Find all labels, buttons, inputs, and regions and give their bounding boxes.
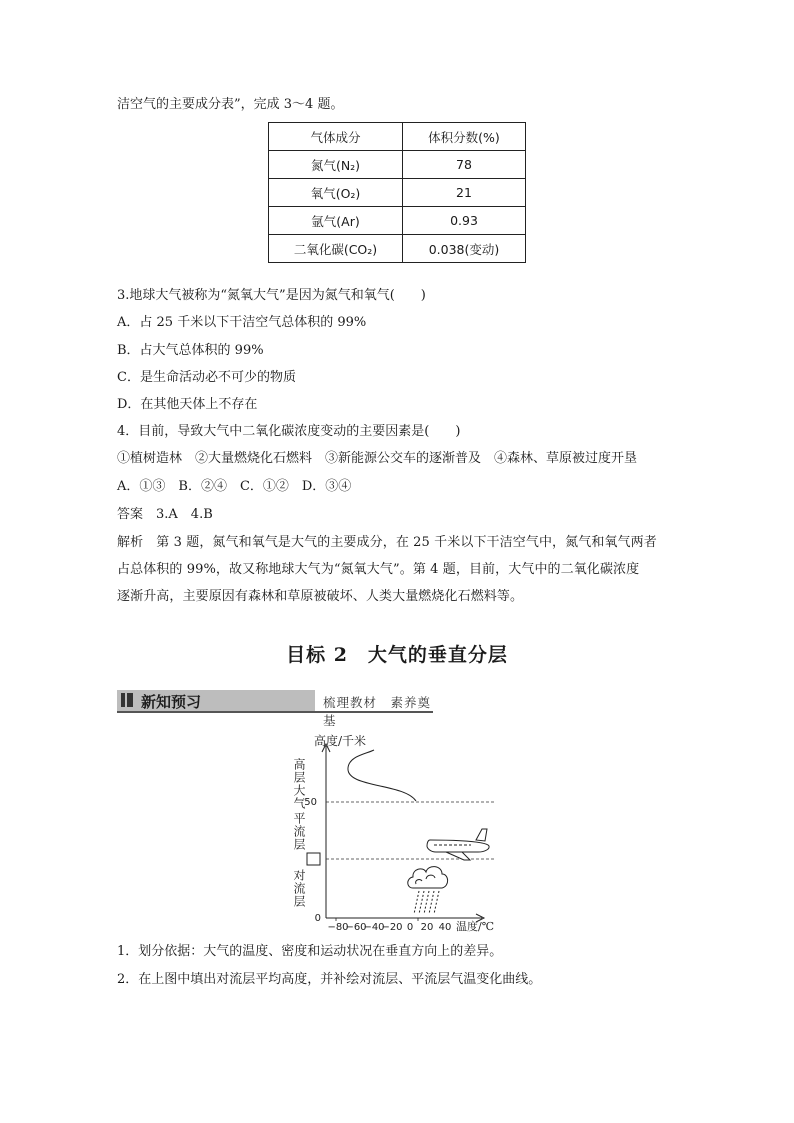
explanation-line: 逐渐升高，主要原因有森林和草原被破坏、人类大量燃烧化石燃料等。 (117, 589, 524, 604)
banner-subtitle: 梳理教材 素养奠基 (323, 695, 432, 728)
y-tick-0: 0 (314, 913, 321, 924)
question-3-option-c: C．是生命活动必不可少的物质 (117, 370, 296, 385)
x-tick-label: −60 (345, 922, 367, 933)
table-header-gas: 气体成分 (269, 123, 403, 151)
answer-line: 答案 3.A 4.B (117, 507, 213, 522)
table-cell-gas: 氮气(N₂) (269, 151, 403, 179)
layer-label-upper: 高层大气 (292, 758, 306, 810)
question-3-stem: 3.地球大气被称为“氮氧大气”是因为氮气和氧气( ) (117, 288, 426, 303)
explanation-line: 占总体积的 99%，故又称地球大气为“氮氧大气”。第 4 题，目前，大气中的二氧化碳浓度 (117, 562, 640, 577)
explanation (117, 529, 677, 610)
table-row (269, 207, 526, 235)
rain-cloud-icon (408, 867, 448, 914)
table-row (269, 179, 526, 207)
banner-label: 新知预习 (141, 693, 202, 711)
question-3-option-a: A．占 25 千米以下干洁空气总体积的 99% (117, 315, 367, 330)
x-tick-label: −40 (363, 922, 385, 933)
x-tick-labels (327, 922, 451, 933)
upper-atmosphere-curve (348, 750, 416, 801)
statement-2: 2．在上图中填出对流层平均高度，并补绘对流层、平流层气温变化曲线。 (117, 972, 542, 987)
table-cell-value: 0.93 (403, 207, 526, 235)
statement-1: 1．划分依据：大气的温度、密度和运动状况在垂直方向上的差异。 (117, 944, 503, 959)
x-tick-label: 40 (438, 922, 452, 933)
x-tick-label: −20 (381, 922, 403, 933)
x-axis-label: 温度/℃ (456, 920, 495, 933)
y-axis-label: 高度/千米 (314, 734, 367, 748)
question-3-option-b: B．占大气总体积的 99% (117, 343, 264, 358)
question-4-options: A．①③ B．②④ C．①② D．③④ (117, 479, 352, 494)
section-title: 目标 2 大气的垂直分层 (286, 644, 508, 666)
table-cell-value: 78 (403, 151, 526, 179)
question-3-option-d: D．在其他天体上不存在 (117, 397, 258, 412)
x-tick-label: 20 (420, 922, 434, 933)
table-cell-value: 0.038(变动) (403, 235, 526, 263)
y-tick-50: 50 (304, 797, 317, 808)
layer-label-troposphere: 对流层 (292, 869, 306, 908)
table-header-volume: 体积分数(%) (403, 123, 526, 151)
answer-box[interactable] (307, 853, 320, 865)
table-header-row (269, 123, 526, 151)
question-4-stem: 4．目前，导致大气中二氧化碳浓度变动的主要因素是( ) (117, 424, 461, 439)
x-tick-label: 0 (406, 922, 414, 933)
table-row (269, 151, 526, 179)
x-tick-label: −80 (327, 922, 349, 933)
question-4-items: ①植树造林 ②大量燃烧化石燃料 ③新能源公交车的逐渐普及 ④森林、草原被过度开垦 (117, 451, 638, 466)
table-cell-gas: 氩气(Ar) (269, 207, 403, 235)
table-cell-value: 21 (403, 179, 526, 207)
explanation-line: 解析 第 3 题，氮气和氧气是大气的主要成分，在 25 千米以下干洁空气中，氮气和氧气两者 (117, 535, 657, 550)
airplane-icon (427, 829, 489, 860)
intro-text: 洁空气的主要成分表”，完成 3～4 题。 (117, 97, 344, 112)
table-cell-gas: 氧气(O₂) (269, 179, 403, 207)
table-row (269, 235, 526, 263)
layer-label-stratosphere: 平流层 (292, 812, 306, 851)
table-cell-gas: 二氧化碳(CO₂) (269, 235, 403, 263)
book-icon (121, 693, 133, 707)
section-banner (117, 690, 433, 728)
atmosphere-layers-diagram (286, 728, 516, 933)
banner-rule (117, 711, 433, 713)
gas-composition-table (268, 122, 526, 263)
